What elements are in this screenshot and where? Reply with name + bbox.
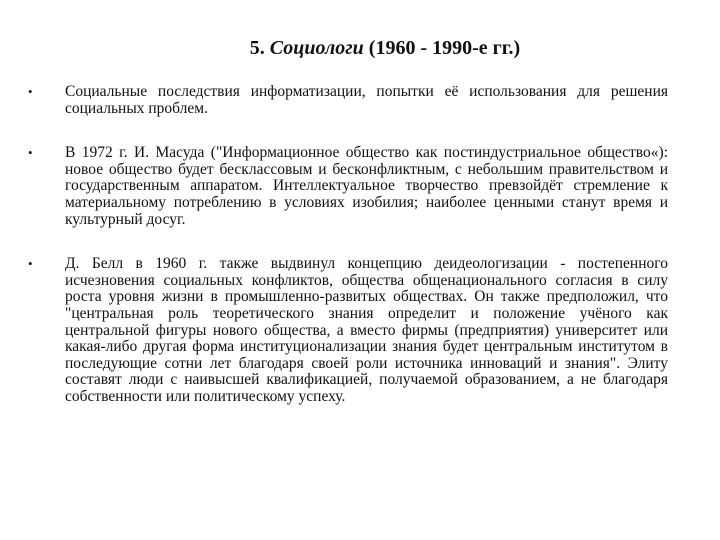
bullet-list: [28, 84, 668, 406]
bullet-item: [28, 84, 668, 117]
bullet-dot-icon: •: [28, 145, 33, 161]
slide-title: [0, 36, 720, 60]
bullet-dot-icon: •: [28, 256, 33, 272]
bullet-item: [28, 256, 668, 405]
bullet-dot-icon: •: [28, 84, 33, 99]
title-rest: (1960 - 1990-е гг.): [368, 37, 521, 59]
bullet-text: Д. Белл в 1960 г. также выдвинул концепцию деидеологизации - постепенного исчезновения социальных конфликтов, общества общенационального согласия в силу роста уровня жизни в промышленно-развитых обществах. Он также предположил, что "центральная роль теоретического знания определит и положение учёного как центральной фигуры нового общества, а вместо фирмы (предприятия) университет или какая-либо другая форма институционализации знания будет центральным институтом в последующие сотни лет благодаря своей роли источника инноваций и знания". Элиту составят люди с наивысшей квалификацией, получаемой образованием, а не благодаря собственности или политическому успеху.: [65, 255, 668, 405]
bullet-item: [28, 145, 668, 228]
bullet-text: В 1972 г. И. Масуда ("Информационное общество как постиндустриальное общество«): новое общество будет бесклассовым и бесконфликтным, с небольшим правительством и государственным аппаратом. Интеллектуальное творчество превзойдёт стремление к материальному потреблению в условиях изобилия; наиболее ценными станут время и культурный досуг.: [65, 144, 668, 228]
title-number: 5.: [249, 37, 265, 59]
bullet-text: Социальные последствия информатизации, попытки её использования для решения социальных проблем.: [65, 83, 668, 117]
title-italic: Социологи: [269, 37, 364, 59]
